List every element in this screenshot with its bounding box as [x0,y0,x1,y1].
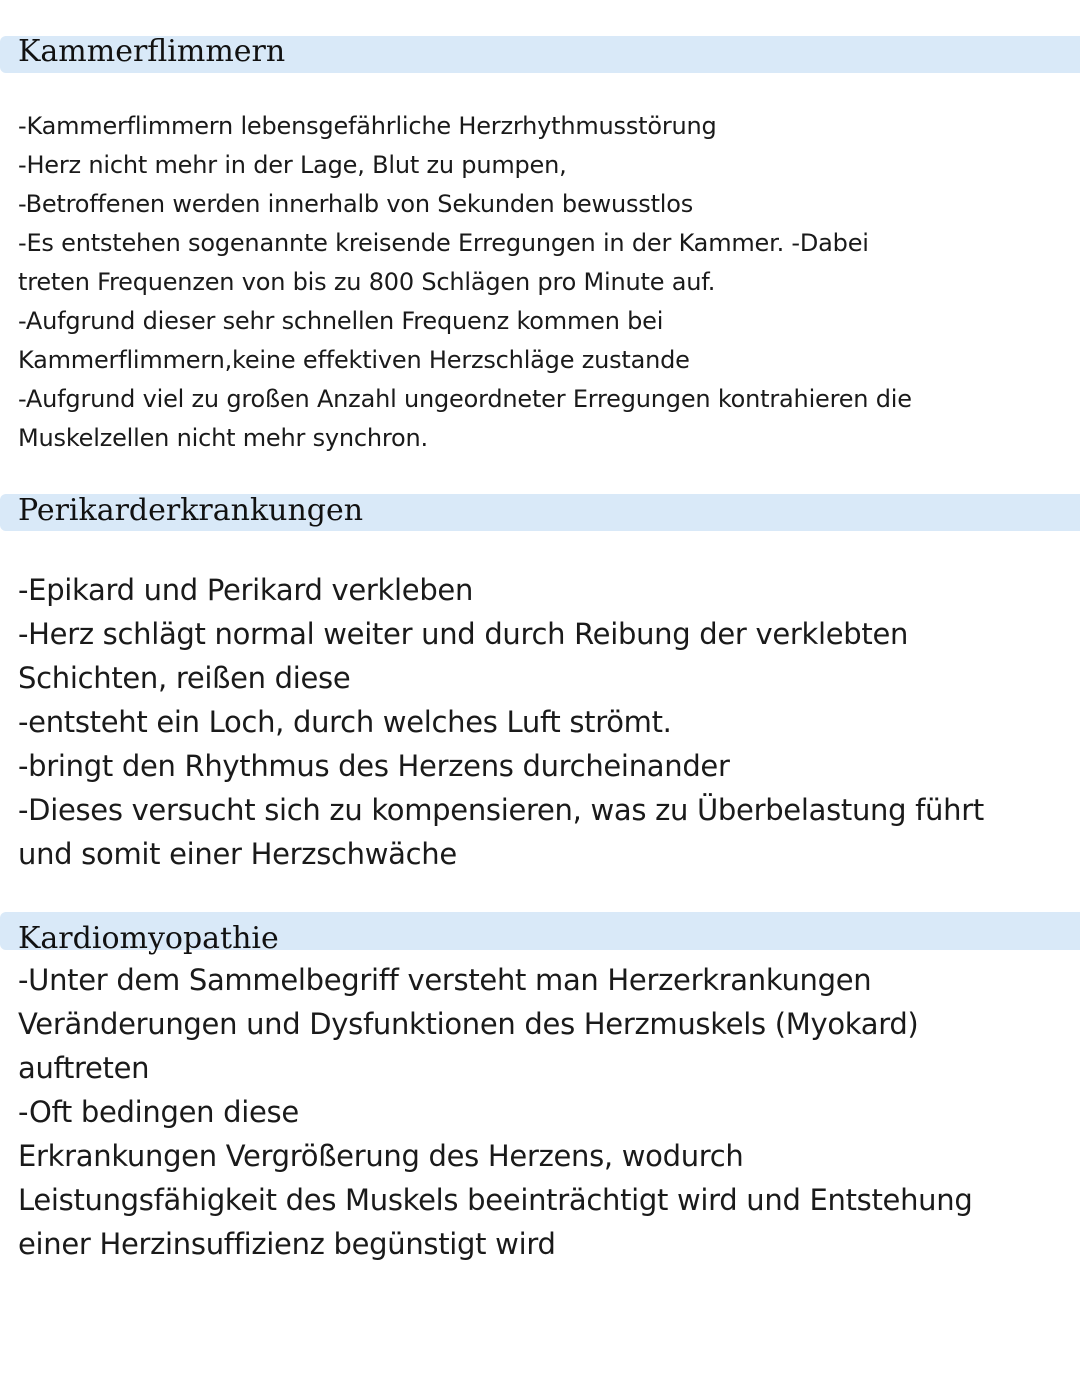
text-line: -Kammerflimmern lebensgefährliche Herzrhythmusstörung [18,112,717,140]
text-line: -Dieses versucht sich zu kompensieren, was zu Überbelastung führt [18,793,984,827]
section-body-kammerflimmern [18,107,1060,458]
text-line: -Aufgrund dieser sehr schnellen Frequenz kommen bei [18,307,664,335]
text-line: Veränderungen und Dysfunktionen des Herzmuskels (Myokard) [18,1007,919,1041]
text-line: -Es entstehen sogenannte kreisende Erregungen in der Kammer. -Dabei [18,229,869,257]
text-line: auftreten [18,1051,150,1085]
section-body-kardiomyopathie [18,958,1060,1266]
text-line: treten Frequenzen von bis zu 800 Schlägen pro Minute auf. [18,268,716,296]
text-line: -Epikard und Perikard verkleben [18,573,474,607]
section-body-perikarderkrankungen [18,568,1060,876]
text-line: -Aufgrund viel zu großen Anzahl ungeordneter Erregungen kontrahieren die [18,385,912,413]
text-line: -Unter dem Sammelbegriff versteht man Herzerkrankungen [18,963,872,997]
text-line: Schichten, reißen diese [18,661,351,695]
text-line: -entsteht ein Loch, durch welches Luft strömt. [18,705,672,739]
text-line: -Herz nicht mehr in der Lage, Blut zu pumpen, [18,151,567,179]
text-line: -Betroffenen werden innerhalb von Sekunden bewusstlos [18,190,694,218]
section-title-perikarderkrankungen: Perikarderkrankungen [18,493,364,528]
text-line: Muskelzellen nicht mehr synchron. [18,424,428,452]
text-line: -bringt den Rhythmus des Herzens durcheinander [18,749,730,783]
text-line: Erkrankungen Vergrößerung des Herzens, wodurch [18,1139,744,1173]
text-line: -Oft bedingen diese [18,1095,299,1129]
section-title-kardiomyopathie: Kardiomyopathie [18,921,279,956]
section-title-kammerflimmern: Kammerflimmern [18,34,286,69]
text-line: und somit einer Herzschwäche [18,837,457,871]
text-line: Leistungsfähigkeit des Muskels beeinträchtigt wird und Entstehung [18,1183,973,1217]
text-line: -Herz schlägt normal weiter und durch Reibung der verklebten [18,617,909,651]
text-line: einer Herzinsuffizienz begünstigt wird [18,1227,556,1261]
text-line: Kammerflimmern,keine effektiven Herzschläge zustande [18,346,690,374]
